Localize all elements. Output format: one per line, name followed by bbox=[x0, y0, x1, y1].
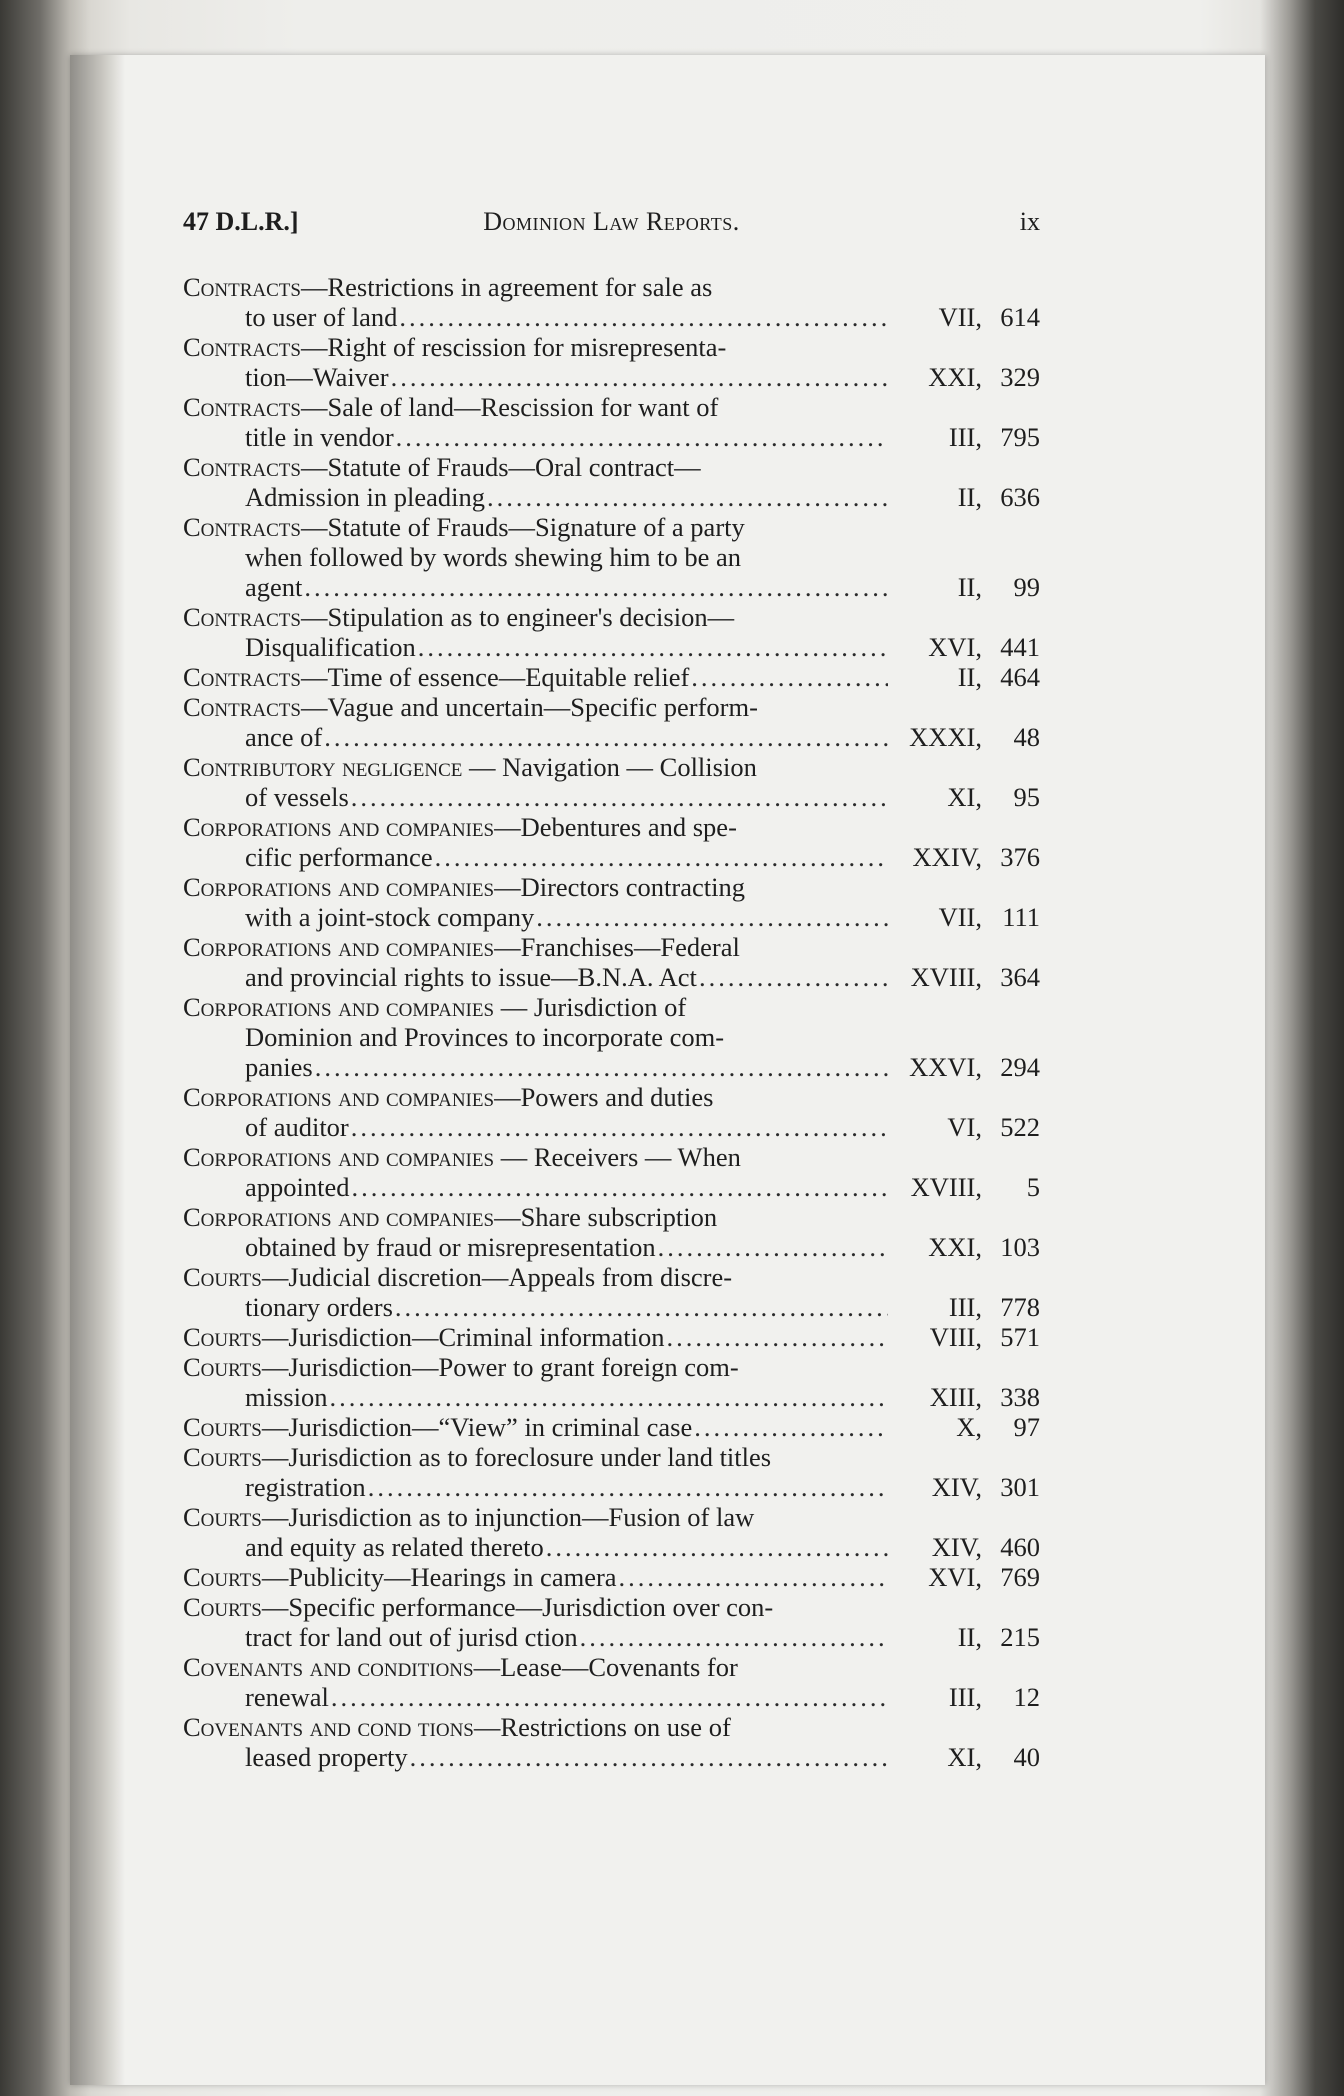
index-entry bbox=[183, 1202, 1040, 1262]
entry-text: Disqualification bbox=[245, 632, 416, 662]
entry-heading: Courts bbox=[183, 1592, 262, 1622]
entry-line bbox=[183, 1352, 1040, 1382]
entry-heading: Courts bbox=[183, 1352, 262, 1382]
entry-page: 364 bbox=[1000, 962, 1040, 992]
entry-text: of auditor bbox=[245, 1112, 349, 1142]
leader-dots bbox=[368, 1472, 888, 1502]
entry-heading: Contracts bbox=[183, 662, 301, 692]
entry-volume: X, bbox=[956, 1412, 982, 1442]
entry-subject: — Jurisdiction of bbox=[494, 992, 687, 1022]
entry-reference bbox=[890, 902, 1040, 932]
entry-line bbox=[183, 482, 1040, 512]
entry-reference bbox=[890, 1112, 1040, 1142]
leader-dots bbox=[410, 1742, 888, 1772]
entry-subject: —Jurisdiction—Power to grant foreign com- bbox=[261, 1352, 739, 1382]
entry-text: title in vendor bbox=[245, 422, 394, 452]
volume-label: 47 D.L.R.] bbox=[183, 207, 299, 236]
entry-text bbox=[183, 1412, 692, 1442]
entry-line bbox=[183, 932, 1040, 962]
entry-subject: —Powers and duties bbox=[494, 1082, 714, 1112]
entry-heading: Contracts bbox=[183, 452, 301, 482]
entry-subject: —Restrictions on use of bbox=[473, 1712, 731, 1742]
entry-line bbox=[183, 992, 1040, 1022]
entry-volume: XXXI, bbox=[909, 722, 982, 752]
entry-heading: Corporations and companies bbox=[183, 1142, 495, 1172]
leader-dots bbox=[546, 1532, 888, 1562]
index-entry bbox=[183, 1592, 1040, 1652]
entry-reference bbox=[890, 962, 1040, 992]
entry-volume: XI, bbox=[947, 782, 982, 812]
entry-volume: III, bbox=[948, 1292, 982, 1322]
index-entry bbox=[183, 932, 1040, 992]
entry-line bbox=[183, 1652, 1040, 1682]
entry-subject: —Time of essence—Equitable relief bbox=[300, 662, 690, 692]
entry-text: tion—Waiver bbox=[245, 362, 389, 392]
entry-volume: XXI, bbox=[928, 362, 982, 392]
entry-page: 376 bbox=[1000, 842, 1040, 872]
leader-dots bbox=[352, 1172, 889, 1202]
entry-volume: XIV, bbox=[931, 1472, 982, 1502]
index-entry bbox=[183, 272, 1040, 332]
leader-dots bbox=[619, 1562, 888, 1592]
entry-reference bbox=[890, 1562, 1040, 1592]
entry-line bbox=[183, 1502, 1040, 1532]
index-entry bbox=[183, 1652, 1040, 1712]
entry-reference bbox=[890, 1472, 1040, 1502]
entry-line bbox=[183, 1712, 1040, 1742]
entry-line bbox=[183, 602, 1040, 632]
entry-text: Admission in pleading bbox=[245, 482, 485, 512]
leader-dots bbox=[304, 572, 888, 602]
entry-text: appointed bbox=[245, 1172, 350, 1202]
entry-page: 338 bbox=[1000, 1382, 1040, 1412]
entry-subject: —Share subscription bbox=[494, 1202, 718, 1232]
entry-page: 795 bbox=[1000, 422, 1040, 452]
entry-volume: XVI, bbox=[928, 632, 982, 662]
entry-reference bbox=[890, 1622, 1040, 1652]
entry-reference bbox=[890, 1052, 1040, 1082]
entry-page: 522 bbox=[1000, 1112, 1040, 1142]
entry-line bbox=[183, 272, 1040, 302]
index-entries bbox=[183, 272, 1040, 1772]
entry-line bbox=[183, 1562, 1040, 1592]
entry-page: 40 bbox=[1013, 1742, 1040, 1772]
leader-dots bbox=[391, 362, 888, 392]
entry-page: 769 bbox=[1000, 1562, 1040, 1592]
entry-reference bbox=[890, 1412, 1040, 1442]
index-entry bbox=[183, 1442, 1040, 1502]
entry-page: 636 bbox=[1000, 482, 1040, 512]
entry-line bbox=[183, 962, 1040, 992]
entry-volume: II, bbox=[957, 662, 982, 692]
entry-reference bbox=[890, 1742, 1040, 1772]
entry-subject: —Publicity—Hearings in camera bbox=[261, 1562, 617, 1592]
entry-volume: XI, bbox=[947, 1742, 982, 1772]
entry-line bbox=[183, 1022, 1040, 1052]
entry-heading: Courts bbox=[183, 1322, 262, 1352]
entry-subject: when followed by words shewing him to be an bbox=[245, 542, 742, 572]
index-entry bbox=[183, 662, 1040, 692]
entry-text bbox=[183, 662, 689, 692]
entry-subject: —Jurisdiction—“View” in criminal case bbox=[261, 1412, 693, 1442]
entry-text: agent bbox=[245, 572, 303, 602]
entry-line bbox=[183, 1142, 1040, 1172]
entry-text: renewal bbox=[245, 1682, 329, 1712]
entry-reference bbox=[890, 572, 1040, 602]
entry-line bbox=[183, 1262, 1040, 1292]
entry-line bbox=[183, 1532, 1040, 1562]
entry-volume: II, bbox=[957, 482, 982, 512]
leader-dots bbox=[331, 1682, 888, 1712]
leader-dots bbox=[329, 1382, 888, 1412]
entry-page: 215 bbox=[1000, 1622, 1040, 1652]
entry-heading: Covenants and conditions bbox=[183, 1652, 474, 1682]
entry-volume: XVIII, bbox=[910, 1172, 982, 1202]
entry-text: tionary orders bbox=[245, 1292, 393, 1322]
index-entry bbox=[183, 1712, 1040, 1772]
leader-dots bbox=[324, 722, 888, 752]
entry-page: 778 bbox=[1000, 1292, 1040, 1322]
index-entry bbox=[183, 1142, 1040, 1202]
entry-subject: —Jurisdiction as to foreclosure under land titles bbox=[261, 1442, 772, 1472]
entry-page: 571 bbox=[1000, 1322, 1040, 1352]
entry-line bbox=[183, 332, 1040, 362]
entry-volume: II, bbox=[957, 1622, 982, 1652]
entry-heading: Courts bbox=[183, 1502, 262, 1532]
entry-line bbox=[183, 1232, 1040, 1262]
leader-dots bbox=[536, 902, 888, 932]
entry-line bbox=[183, 872, 1040, 902]
entry-volume: XXI, bbox=[928, 1232, 982, 1262]
entry-reference bbox=[890, 1172, 1040, 1202]
index-entry bbox=[183, 1412, 1040, 1442]
index-entry bbox=[183, 452, 1040, 512]
index-entry bbox=[183, 1352, 1040, 1412]
journal-title: Dominion Law Reports. bbox=[483, 207, 740, 236]
leader-dots bbox=[395, 1292, 888, 1322]
entry-heading: Contracts bbox=[183, 692, 301, 722]
leader-dots bbox=[435, 842, 888, 872]
entry-volume: VII, bbox=[938, 302, 982, 332]
entry-line bbox=[183, 632, 1040, 662]
leader-dots bbox=[351, 782, 888, 812]
entry-heading: Corporations and companies bbox=[183, 992, 495, 1022]
entry-heading: Corporations and companies bbox=[183, 812, 495, 842]
leader-dots bbox=[694, 1412, 888, 1442]
entry-subject: —Directors contracting bbox=[494, 872, 745, 902]
entry-page: 441 bbox=[1000, 632, 1040, 662]
leader-dots bbox=[580, 1622, 888, 1652]
entry-subject: —Lease—Covenants for bbox=[473, 1652, 738, 1682]
entry-reference bbox=[890, 842, 1040, 872]
entry-heading: Corporations and companies bbox=[183, 872, 495, 902]
entry-text: and provincial rights to issue—B.N.A. Act bbox=[245, 962, 697, 992]
leader-dots bbox=[396, 422, 888, 452]
entry-subject: —Statute of Frauds—Oral contract— bbox=[300, 452, 701, 482]
entry-subject: —Sale of land—Rescission for want of bbox=[300, 392, 719, 422]
entry-heading: Courts bbox=[183, 1442, 262, 1472]
entry-subject: —Right of rescission for misrepresenta- bbox=[300, 332, 727, 362]
entry-line bbox=[183, 752, 1040, 782]
index-entry bbox=[183, 752, 1040, 812]
entry-subject: —Jurisdiction—Criminal information bbox=[261, 1322, 665, 1352]
entry-line bbox=[183, 842, 1040, 872]
entry-line bbox=[183, 572, 1040, 602]
index-entry bbox=[183, 812, 1040, 872]
entry-heading: Covenants and cond tions bbox=[183, 1712, 474, 1742]
leader-dots bbox=[418, 632, 888, 662]
entry-line bbox=[183, 1592, 1040, 1622]
entry-line bbox=[183, 782, 1040, 812]
entry-heading: Contracts bbox=[183, 332, 301, 362]
entry-heading: Courts bbox=[183, 1262, 262, 1292]
entry-page: 329 bbox=[1000, 362, 1040, 392]
index-entry bbox=[183, 992, 1040, 1082]
entry-subject: —Debentures and spe- bbox=[494, 812, 737, 842]
entry-line bbox=[183, 902, 1040, 932]
entry-subject: — Receivers — When bbox=[494, 1142, 741, 1172]
entry-line bbox=[183, 512, 1040, 542]
entry-heading: Contracts bbox=[183, 392, 301, 422]
entry-subject: —Specific performance—Jurisdiction over con- bbox=[261, 1592, 774, 1622]
entry-line bbox=[183, 1322, 1040, 1352]
index-entry bbox=[183, 1502, 1040, 1562]
entry-subject: —Judicial discretion—Appeals from discre- bbox=[261, 1262, 733, 1292]
entry-page: 301 bbox=[1000, 1472, 1040, 1502]
entry-line bbox=[183, 392, 1040, 422]
leader-dots bbox=[691, 662, 888, 692]
entry-heading: Courts bbox=[183, 1562, 262, 1592]
entry-volume: XIII, bbox=[929, 1382, 982, 1412]
entry-line bbox=[183, 422, 1040, 452]
entry-volume: II, bbox=[957, 572, 982, 602]
entry-subject: — Navigation — Collision bbox=[462, 752, 757, 782]
entry-heading: Contracts bbox=[183, 272, 301, 302]
index-entry bbox=[183, 602, 1040, 662]
entry-line bbox=[183, 1412, 1040, 1442]
entry-reference bbox=[890, 362, 1040, 392]
entry-line bbox=[183, 662, 1040, 692]
entry-text bbox=[183, 1562, 617, 1592]
index-entry bbox=[183, 692, 1040, 752]
entry-line bbox=[183, 722, 1040, 752]
entry-reference bbox=[890, 1232, 1040, 1262]
entry-line bbox=[183, 1442, 1040, 1472]
entry-line bbox=[183, 1622, 1040, 1652]
entry-line bbox=[183, 1682, 1040, 1712]
leader-dots bbox=[399, 302, 888, 332]
entry-reference bbox=[890, 1682, 1040, 1712]
entry-page: 294 bbox=[1000, 1052, 1040, 1082]
entry-text: obtained by fraud or misrepresentation bbox=[245, 1232, 656, 1262]
page-number: ix bbox=[1019, 207, 1040, 236]
entry-volume: XVIII, bbox=[910, 962, 982, 992]
entry-line bbox=[183, 692, 1040, 722]
entry-reference bbox=[890, 782, 1040, 812]
entry-reference bbox=[890, 722, 1040, 752]
entry-volume: VII, bbox=[938, 902, 982, 932]
index-entry bbox=[183, 332, 1040, 392]
index-entry bbox=[183, 1562, 1040, 1592]
entry-line bbox=[183, 542, 1040, 572]
leader-dots bbox=[658, 1232, 888, 1262]
entry-subject: —Franchises—Federal bbox=[494, 932, 740, 962]
entry-text: and equity as related thereto bbox=[245, 1532, 544, 1562]
entry-line bbox=[183, 1172, 1040, 1202]
entry-line bbox=[183, 1742, 1040, 1772]
entry-line bbox=[183, 1082, 1040, 1112]
entry-subject: —Vague and uncertain—Specific perform- bbox=[300, 692, 758, 722]
entry-page: 95 bbox=[1013, 782, 1040, 812]
entry-text: ance of bbox=[245, 722, 323, 752]
index-entry bbox=[183, 1082, 1040, 1142]
entry-reference bbox=[890, 482, 1040, 512]
entry-volume: III, bbox=[948, 1682, 982, 1712]
entry-text: mission bbox=[245, 1382, 328, 1412]
entry-line bbox=[183, 1292, 1040, 1322]
entry-subject: —Stipulation as to engineer's decision— bbox=[300, 602, 735, 632]
entry-volume: XIV, bbox=[931, 1532, 982, 1562]
entry-line bbox=[183, 1472, 1040, 1502]
entry-text: registration bbox=[245, 1472, 366, 1502]
entry-line bbox=[183, 1382, 1040, 1412]
running-header bbox=[183, 207, 1040, 247]
entry-page: 97 bbox=[1013, 1412, 1040, 1442]
entry-page: 614 bbox=[1000, 302, 1040, 332]
index-entry bbox=[183, 1262, 1040, 1322]
leader-dots bbox=[315, 1052, 888, 1082]
entry-text: panies bbox=[245, 1052, 313, 1082]
entry-heading: Contracts bbox=[183, 512, 301, 542]
entry-reference bbox=[890, 1292, 1040, 1322]
entry-text: cific performance bbox=[245, 842, 433, 872]
entry-volume: XXVI, bbox=[909, 1052, 982, 1082]
entry-volume: VIII, bbox=[929, 1322, 982, 1352]
entry-text: to user of land bbox=[245, 302, 398, 332]
entry-volume: XVI, bbox=[928, 1562, 982, 1592]
entry-subject: Dominion and Provinces to incorporate com- bbox=[245, 1022, 725, 1052]
entry-subject: —Restrictions in agreement for sale as bbox=[300, 272, 713, 302]
entry-reference bbox=[890, 662, 1040, 692]
index-entry bbox=[183, 872, 1040, 932]
entry-page: 464 bbox=[1000, 662, 1040, 692]
leader-dots bbox=[699, 962, 888, 992]
entry-volume: III, bbox=[948, 422, 982, 452]
entry-volume: VI, bbox=[947, 1112, 982, 1142]
entry-text: of vessels bbox=[245, 782, 349, 812]
entry-line bbox=[183, 362, 1040, 392]
entry-volume: XXIV, bbox=[912, 842, 982, 872]
entry-heading: Contributory negligence bbox=[183, 752, 463, 782]
entry-heading: Corporations and companies bbox=[183, 932, 495, 962]
entry-heading: Corporations and companies bbox=[183, 1082, 495, 1112]
leader-dots bbox=[666, 1322, 888, 1352]
entry-page: 99 bbox=[1013, 572, 1040, 602]
index-entry bbox=[183, 1322, 1040, 1352]
entry-page: 460 bbox=[1000, 1532, 1040, 1562]
entry-heading: Corporations and companies bbox=[183, 1202, 495, 1232]
entry-line bbox=[183, 1112, 1040, 1142]
index-entry bbox=[183, 392, 1040, 452]
entry-reference bbox=[890, 1322, 1040, 1352]
entry-line bbox=[183, 302, 1040, 332]
entry-page: 48 bbox=[1013, 722, 1040, 752]
entry-text: leased property bbox=[245, 1742, 408, 1772]
entry-reference bbox=[890, 1532, 1040, 1562]
index-entry bbox=[183, 512, 1040, 602]
entry-page: 12 bbox=[1013, 1682, 1040, 1712]
entry-reference bbox=[890, 302, 1040, 332]
entry-reference bbox=[890, 422, 1040, 452]
entry-page: 111 bbox=[1002, 902, 1040, 932]
entry-page: 103 bbox=[1000, 1232, 1040, 1262]
entry-line bbox=[183, 1202, 1040, 1232]
page-gutter-shadow bbox=[70, 55, 125, 2085]
entry-reference bbox=[890, 1382, 1040, 1412]
entry-text: with a joint-stock company bbox=[245, 902, 535, 932]
entry-text bbox=[183, 1322, 664, 1352]
entry-text: tract for land out of jurisd ction bbox=[245, 1622, 578, 1652]
leader-dots bbox=[487, 482, 888, 512]
entry-page: 5 bbox=[1026, 1172, 1040, 1202]
entry-heading: Contracts bbox=[183, 602, 301, 632]
entry-line bbox=[183, 1052, 1040, 1082]
entry-line bbox=[183, 812, 1040, 842]
leader-dots bbox=[351, 1112, 888, 1142]
entry-heading: Courts bbox=[183, 1412, 262, 1442]
entry-subject: —Statute of Frauds—Signature of a party bbox=[300, 512, 745, 542]
entry-line bbox=[183, 452, 1040, 482]
entry-reference bbox=[890, 632, 1040, 662]
entry-subject: —Jurisdiction as to injunction—Fusion of law bbox=[261, 1502, 755, 1532]
